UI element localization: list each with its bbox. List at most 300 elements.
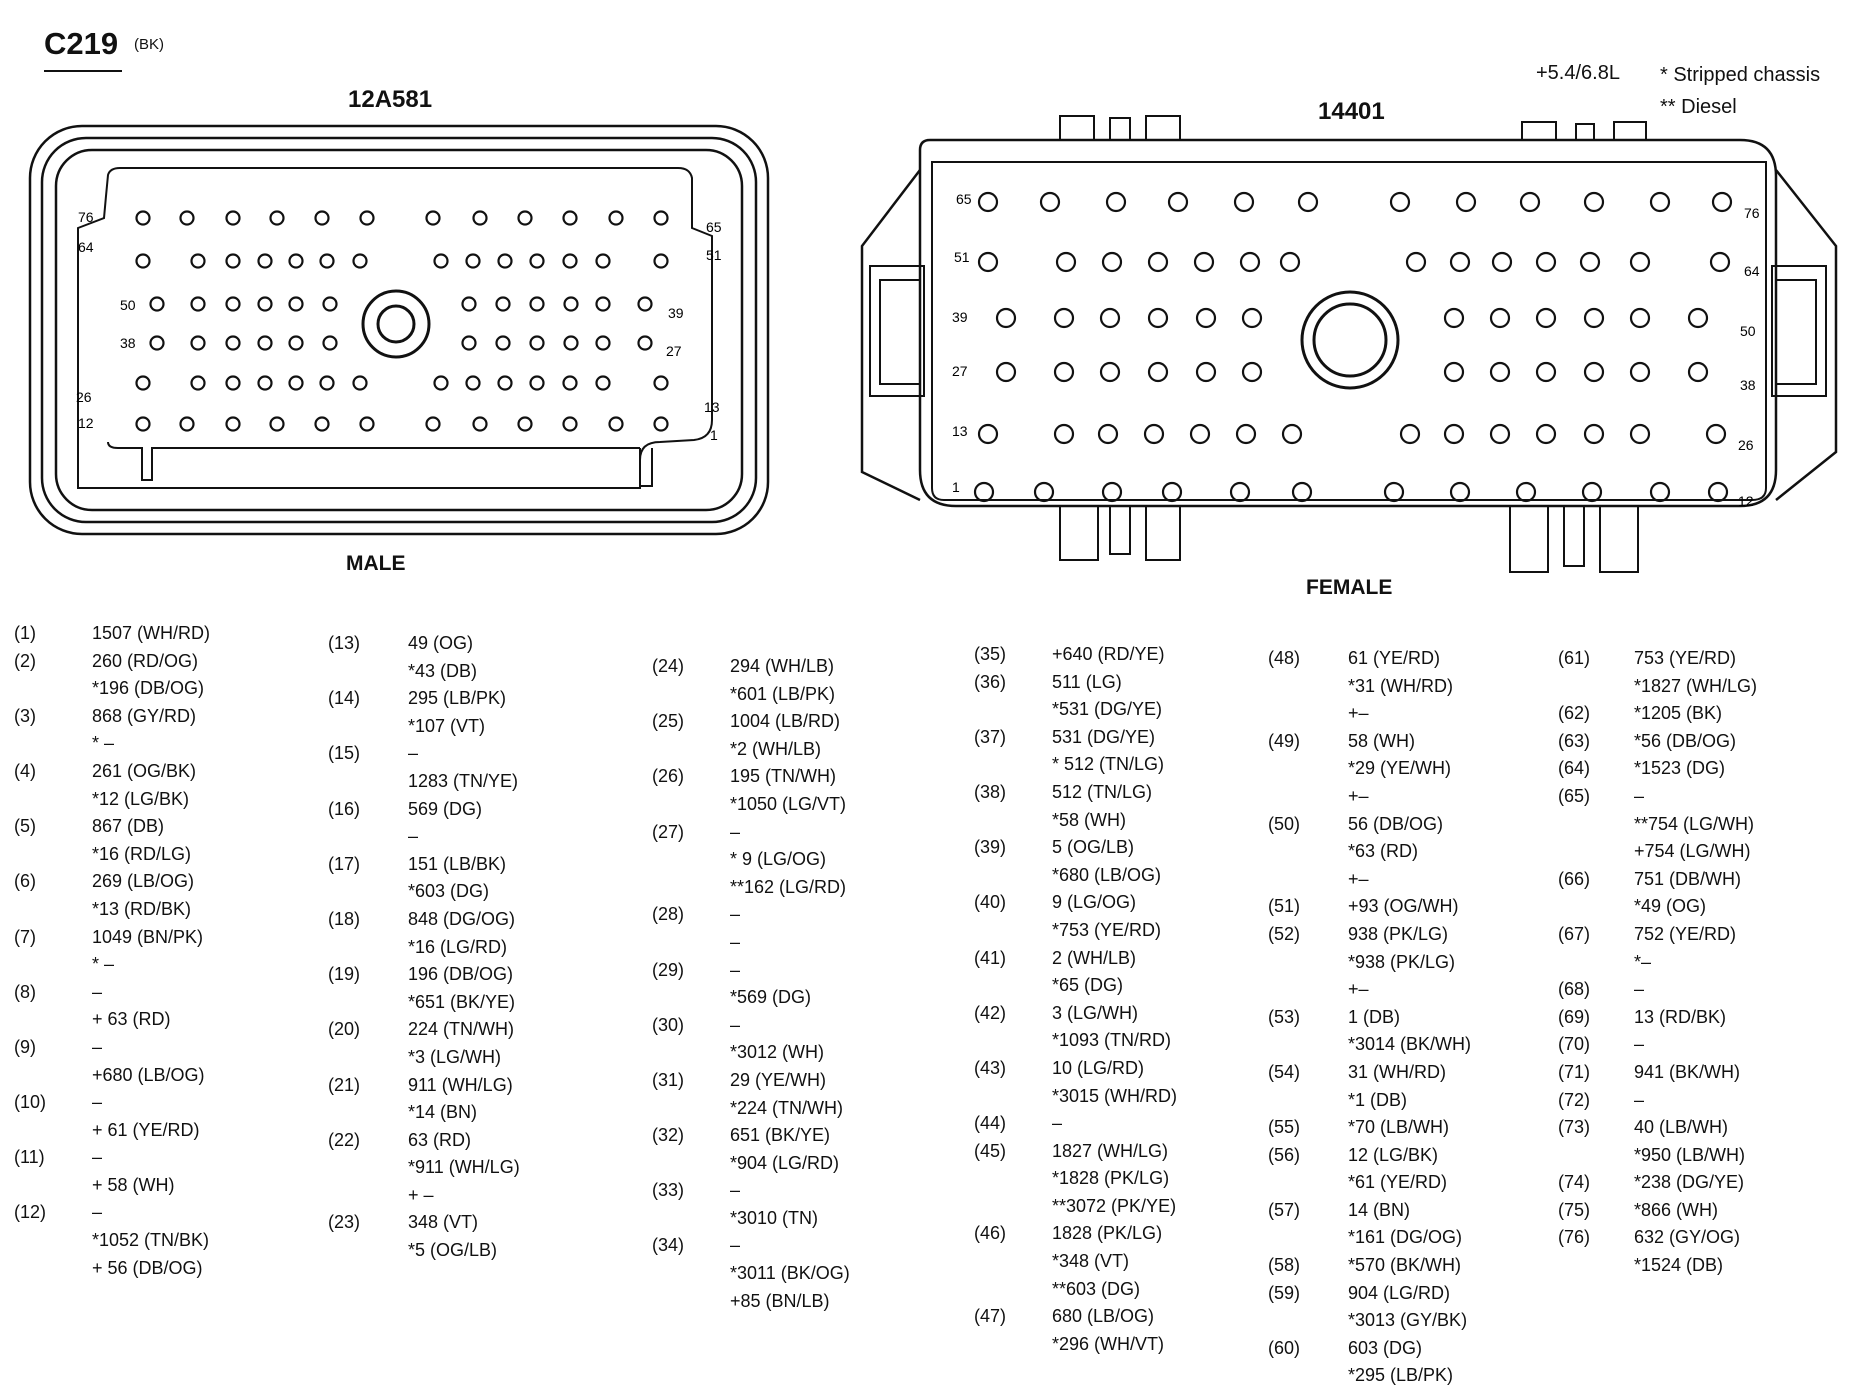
pin-row xyxy=(974,696,1274,724)
pin-row xyxy=(14,703,314,731)
wire-circuit: *3011 (BK/OG) xyxy=(730,1263,850,1284)
male-cavity xyxy=(290,337,303,350)
male-cavity xyxy=(361,212,374,225)
female-cavity xyxy=(1241,253,1259,271)
pin-row xyxy=(1558,976,1848,1004)
female-cavity xyxy=(1149,253,1167,271)
pin-number: (39) xyxy=(974,837,1007,858)
pin-row xyxy=(1268,1031,1568,1059)
female-cavity xyxy=(1581,253,1599,271)
pin-number: (13) xyxy=(328,633,361,653)
wire-circuit: 49 (OG) xyxy=(408,633,474,653)
wire-circuit: *911 (WH/LG) xyxy=(408,1157,520,1178)
wire-circuit: 10 (LG/RD) xyxy=(1052,1057,1145,1078)
male-cavity xyxy=(639,298,652,311)
pin-row xyxy=(1268,1362,1568,1390)
pin-row xyxy=(652,1012,952,1040)
wire-circuit: – xyxy=(730,821,741,842)
pin-number: (9) xyxy=(14,1036,36,1057)
pin-row xyxy=(14,1089,314,1117)
wire-circuit: 753 (YE/RD) xyxy=(1634,648,1737,668)
pin-number: (11) xyxy=(14,1147,45,1168)
male-cavity xyxy=(531,255,544,268)
wire-circuit: **754 (LG/WH) xyxy=(1634,813,1755,834)
legend-engine-note: +5.4/6.8L xyxy=(1536,62,1620,84)
pin-row xyxy=(1268,866,1568,894)
wire-circuit: +– xyxy=(1348,868,1369,889)
pin-number: (68) xyxy=(1558,979,1591,1000)
female-cavity xyxy=(1197,363,1215,381)
pin-number: (20) xyxy=(328,1019,361,1040)
pin-row xyxy=(328,823,628,851)
pin-row xyxy=(1268,645,1568,673)
pin-row xyxy=(1268,921,1568,949)
pin-row xyxy=(328,658,628,686)
pin-number: (67) xyxy=(1558,923,1591,944)
pin-row xyxy=(974,1193,1274,1221)
pin-row xyxy=(974,917,1274,945)
female-cavity xyxy=(1391,193,1409,211)
pin-row xyxy=(974,1276,1274,1304)
pin-row xyxy=(14,951,314,979)
male-cavity-label: 50 xyxy=(120,297,136,313)
wire-circuit: *65 (DG) xyxy=(1052,975,1124,996)
female-cavity xyxy=(1101,363,1119,381)
wire-circuit: +680 (LB/OG) xyxy=(92,1064,205,1085)
pin-number: (30) xyxy=(652,1014,685,1035)
wire-circuit: *70 (LB/WH) xyxy=(1348,1117,1450,1138)
pin-row xyxy=(652,791,952,819)
female-cavity-label: 26 xyxy=(1738,437,1754,453)
female-part-number: 14401 xyxy=(1318,98,1385,125)
legend-diesel: ** Diesel xyxy=(1660,96,1737,118)
pin-row xyxy=(652,1067,952,1095)
pin-number: (25) xyxy=(652,711,685,732)
female-cavity xyxy=(1145,425,1163,443)
female-cavity xyxy=(1689,363,1707,381)
pin-row xyxy=(328,1016,628,1044)
female-cavity xyxy=(997,309,1015,327)
wire-circuit: 651 (BK/YE) xyxy=(730,1125,831,1146)
female-cavity-label: 50 xyxy=(1740,323,1756,339)
pin-number: (24) xyxy=(652,656,685,676)
pin-row xyxy=(974,1083,1274,1111)
wire-circuit: *1050 (LG/VT) xyxy=(730,793,847,814)
wire-circuit: *3015 (WH/RD) xyxy=(1052,1085,1178,1106)
pin-row xyxy=(328,961,628,989)
pin-row xyxy=(14,786,314,814)
female-cavity xyxy=(1537,363,1555,381)
wire-circuit: – xyxy=(730,931,741,952)
male-cavity xyxy=(564,418,577,431)
wire-circuit: 751 (DB/WH) xyxy=(1634,868,1742,889)
wire-circuit: 752 (YE/RD) xyxy=(1634,923,1737,944)
male-cavity-label: 26 xyxy=(76,389,92,405)
wire-circuit: – xyxy=(730,904,741,925)
male-cavity xyxy=(463,337,476,350)
pin-row xyxy=(1558,1142,1848,1170)
wire-circuit: *753 (YE/RD) xyxy=(1052,919,1162,940)
pin-row xyxy=(1558,921,1848,949)
pin-row xyxy=(652,846,952,874)
pin-number: (56) xyxy=(1268,1144,1301,1165)
female-cavity-label: 27 xyxy=(952,363,968,379)
wire-circuit: 40 (LB/WH) xyxy=(1634,1117,1729,1138)
pin-row xyxy=(1558,1169,1848,1197)
male-cavity xyxy=(519,212,532,225)
wire-circuit: – xyxy=(92,1092,103,1113)
pin-column-5 xyxy=(1268,645,1568,1390)
female-cavity xyxy=(1169,193,1187,211)
male-cavity xyxy=(655,255,668,268)
male-cavity xyxy=(227,212,240,225)
pin-row xyxy=(974,1138,1274,1166)
female-cavity xyxy=(979,193,997,211)
male-cavity-grid xyxy=(137,212,668,431)
wire-circuit: *16 (LG/RD) xyxy=(408,936,508,957)
pin-number: (69) xyxy=(1558,1006,1591,1027)
wire-circuit: – xyxy=(92,1036,103,1057)
wire-circuit: * – xyxy=(92,733,115,754)
female-cavity xyxy=(1385,483,1403,501)
male-cavity xyxy=(290,298,303,311)
wire-circuit: 63 (RD) xyxy=(408,1129,472,1150)
pin-row xyxy=(652,1205,952,1233)
wire-circuit: 632 (GY/OG) xyxy=(1634,1227,1741,1248)
wire-circuit: 911 (WH/LG) xyxy=(408,1074,513,1095)
female-cavity xyxy=(1585,425,1603,443)
wire-circuit: *29 (YE/WH) xyxy=(1348,758,1452,779)
pin-row xyxy=(328,1099,628,1127)
pin-row xyxy=(974,1110,1274,1138)
pin-row xyxy=(974,1248,1274,1276)
pin-row xyxy=(652,736,952,764)
pin-row xyxy=(974,1220,1274,1248)
pin-number: (38) xyxy=(974,781,1007,802)
male-cavity xyxy=(151,337,164,350)
female-cavity-label: 76 xyxy=(1744,205,1760,221)
wire-circuit: + – xyxy=(408,1184,434,1205)
wire-circuit: *295 (LB/PK) xyxy=(1348,1365,1454,1386)
female-cavity xyxy=(1451,483,1469,501)
female-cavity-label: 38 xyxy=(1740,377,1756,393)
pin-row xyxy=(14,868,314,896)
female-cavity xyxy=(1237,425,1255,443)
wire-circuit: *161 (DG/OG) xyxy=(1348,1227,1463,1248)
wire-circuit: 848 (DG/OG) xyxy=(408,908,516,929)
wire-circuit: 348 (VT) xyxy=(408,1212,479,1233)
pin-number: (8) xyxy=(14,981,36,1002)
pin-row xyxy=(974,1331,1274,1359)
male-cavity xyxy=(497,337,510,350)
pin-row xyxy=(652,901,952,929)
female-cavity xyxy=(1583,483,1601,501)
wire-circuit: 5 (OG/LB) xyxy=(1052,837,1135,858)
pin-row xyxy=(14,1006,314,1034)
pin-row xyxy=(1268,976,1568,1004)
male-cavity xyxy=(610,418,623,431)
pin-number: (7) xyxy=(14,926,36,947)
female-connector-body xyxy=(862,116,1836,572)
wire-circuit: *43 (DB) xyxy=(408,660,478,681)
pin-number: (26) xyxy=(652,766,685,787)
male-cavity xyxy=(271,418,284,431)
female-cavity xyxy=(1057,253,1075,271)
pin-number: (6) xyxy=(14,871,36,892)
pin-row xyxy=(1558,1004,1848,1032)
pin-row xyxy=(14,1117,314,1145)
female-cavity xyxy=(1445,363,1463,381)
male-cavity xyxy=(259,298,272,311)
wire-circuit: – xyxy=(92,1202,103,1223)
pin-row xyxy=(328,989,628,1017)
wire-circuit: *2 (WH/LB) xyxy=(730,738,822,759)
pin-row xyxy=(652,681,952,709)
wire-circuit: 1828 (PK/LG) xyxy=(1052,1223,1163,1244)
pin-row xyxy=(1268,811,1568,839)
pin-number: (5) xyxy=(14,816,36,837)
male-cavity xyxy=(474,418,487,431)
female-cavity xyxy=(1243,309,1261,327)
pin-number: (23) xyxy=(328,1212,361,1233)
female-cavity xyxy=(1235,193,1253,211)
pin-row xyxy=(1268,1335,1568,1363)
wire-circuit: *866 (WH) xyxy=(1634,1199,1719,1220)
female-cavity xyxy=(1713,193,1731,211)
pin-row xyxy=(1268,673,1568,701)
wire-circuit: +640 (RD/YE) xyxy=(1052,644,1165,664)
male-cavity xyxy=(497,298,510,311)
pin-row xyxy=(14,841,314,869)
female-cavity xyxy=(1517,483,1535,501)
male-cavity-label: 64 xyxy=(78,239,94,255)
pin-row xyxy=(652,819,952,847)
pin-row xyxy=(328,1237,628,1265)
pin-row xyxy=(974,834,1274,862)
pin-number: (74) xyxy=(1558,1172,1591,1193)
wire-circuit: – xyxy=(408,743,419,764)
pin-column-3 xyxy=(652,653,952,1315)
male-cavity xyxy=(610,212,623,225)
male-cavity xyxy=(137,418,150,431)
pin-row xyxy=(652,1232,952,1260)
pin-row xyxy=(1268,700,1568,728)
wire-circuit: *1827 (WH/LG) xyxy=(1634,675,1758,696)
wire-circuit: *58 (WH) xyxy=(1052,809,1127,830)
wire-circuit: 904 (LG/RD) xyxy=(1348,1282,1451,1303)
wire-circuit: 512 (TN/LG) xyxy=(1052,781,1153,802)
pin-row xyxy=(328,1044,628,1072)
female-cavity xyxy=(1457,193,1475,211)
pin-row xyxy=(14,924,314,952)
female-cavity xyxy=(1191,425,1209,443)
pin-row xyxy=(974,1000,1274,1028)
wire-circuit: *31 (WH/RD) xyxy=(1348,675,1454,696)
wire-circuit: *– xyxy=(1634,951,1652,972)
pin-number: (63) xyxy=(1558,730,1591,751)
female-cavity xyxy=(1537,425,1555,443)
wire-circuit: *1052 (TN/BK) xyxy=(92,1230,210,1251)
pin-row xyxy=(14,896,314,924)
female-cavity-label: 39 xyxy=(952,309,968,325)
wire-circuit: *3010 (TN) xyxy=(730,1207,819,1228)
wire-circuit: 151 (LB/BK) xyxy=(408,853,507,874)
pin-row xyxy=(14,1062,314,1090)
pin-number: (55) xyxy=(1268,1117,1301,1138)
male-cavity xyxy=(227,255,240,268)
pin-number: (18) xyxy=(328,908,361,929)
female-cavity xyxy=(1281,253,1299,271)
female-cavity xyxy=(1631,309,1649,327)
female-cavity xyxy=(1299,193,1317,211)
female-cavity xyxy=(1631,253,1649,271)
female-cavity xyxy=(1163,483,1181,501)
pin-number: (51) xyxy=(1268,896,1301,917)
pin-number: (16) xyxy=(328,798,361,819)
female-cavity xyxy=(1055,309,1073,327)
wire-circuit: 13 (RD/BK) xyxy=(1634,1006,1727,1027)
pin-row xyxy=(328,1182,628,1210)
pin-number: (21) xyxy=(328,1074,361,1095)
male-cavity xyxy=(435,377,448,390)
female-cavity-label: 65 xyxy=(956,191,972,207)
female-cavity xyxy=(1243,363,1261,381)
wire-circuit: 2 (WH/LB) xyxy=(1052,947,1137,968)
female-cavity-grid xyxy=(975,193,1731,501)
pin-number: (32) xyxy=(652,1125,685,1146)
pin-row xyxy=(1558,949,1848,977)
pin-number: (15) xyxy=(328,743,361,764)
female-cavity xyxy=(1149,363,1167,381)
wire-circuit: +– xyxy=(1348,785,1369,806)
female-cavity xyxy=(1521,193,1539,211)
wire-circuit: – xyxy=(1634,1034,1645,1055)
wire-circuit: 261 (OG/BK) xyxy=(92,760,197,781)
pin-number: (60) xyxy=(1268,1337,1301,1358)
pin-row xyxy=(652,929,952,957)
male-cavity xyxy=(655,418,668,431)
male-cavity xyxy=(519,418,532,431)
pin-row xyxy=(1268,755,1568,783)
wire-circuit: *3012 (WH) xyxy=(730,1042,825,1063)
male-cavity xyxy=(259,255,272,268)
wire-circuit: – xyxy=(408,826,419,847)
male-cavity xyxy=(316,212,329,225)
wire-circuit: 603 (DG) xyxy=(1348,1337,1423,1358)
pin-row xyxy=(1268,1142,1568,1170)
pin-row xyxy=(1268,1197,1568,1225)
male-cavity xyxy=(137,377,150,390)
wire-circuit: – xyxy=(1634,1089,1645,1110)
pin-number: (42) xyxy=(974,1002,1007,1023)
pin-row xyxy=(652,1095,952,1123)
female-cavity xyxy=(1537,309,1555,327)
pin-number: (31) xyxy=(652,1069,685,1090)
wire-circuit: *1523 (DG) xyxy=(1634,758,1726,779)
female-cavity xyxy=(1491,309,1509,327)
wire-circuit: +85 (BN/LB) xyxy=(730,1290,830,1311)
pin-row xyxy=(1558,1031,1848,1059)
wire-circuit: *569 (DG) xyxy=(730,987,812,1008)
wire-circuit: *107 (VT) xyxy=(408,715,486,736)
pin-number: (45) xyxy=(974,1140,1007,1161)
pin-row xyxy=(1558,728,1848,756)
wire-circuit: *61 (YE/RD) xyxy=(1348,1172,1448,1193)
female-cavity xyxy=(1149,309,1167,327)
wire-circuit: – xyxy=(1634,979,1645,1000)
pin-row xyxy=(1268,783,1568,811)
wire-circuit: *1205 (BK) xyxy=(1634,703,1723,724)
pin-number: (34) xyxy=(652,1235,685,1256)
pin-row xyxy=(1268,1059,1568,1087)
pin-number: (22) xyxy=(328,1129,361,1150)
wire-circuit: *56 (DB/OG) xyxy=(1634,730,1737,751)
pin-row xyxy=(652,1260,952,1288)
female-cavity xyxy=(1099,425,1117,443)
pin-column-1 xyxy=(14,620,314,1282)
wire-circuit: 1 (DB) xyxy=(1348,1006,1401,1027)
female-cavity xyxy=(1585,363,1603,381)
female-cavity xyxy=(1491,425,1509,443)
wire-circuit: *950 (LB/WH) xyxy=(1634,1144,1746,1165)
wire-circuit: 1827 (WH/LG) xyxy=(1052,1140,1169,1161)
pin-number: (2) xyxy=(14,650,36,671)
pin-column-4 xyxy=(974,641,1274,1358)
female-cavity xyxy=(1231,483,1249,501)
wire-circuit: 294 (WH/LB) xyxy=(730,656,835,676)
wire-circuit: – xyxy=(730,1014,741,1035)
female-cavity-label: 13 xyxy=(952,423,968,439)
wire-circuit: 196 (DB/OG) xyxy=(408,964,514,985)
male-cavity xyxy=(463,298,476,311)
pin-row xyxy=(974,724,1274,752)
male-cavity xyxy=(192,337,205,350)
male-cavity xyxy=(531,377,544,390)
wire-circuit: *5 (OG/LB) xyxy=(408,1240,498,1261)
female-cavity xyxy=(1493,253,1511,271)
wire-circuit: 61 (YE/RD) xyxy=(1348,648,1441,668)
pin-row xyxy=(1268,1004,1568,1032)
male-label: MALE xyxy=(346,552,406,575)
pin-row xyxy=(1558,1059,1848,1087)
wire-circuit: *12 (LG/BK) xyxy=(92,788,190,809)
pin-row xyxy=(652,984,952,1012)
pin-number: (52) xyxy=(1268,923,1301,944)
wire-circuit: *938 (PK/LG) xyxy=(1348,951,1456,972)
pin-number: (57) xyxy=(1268,1199,1301,1220)
wire-circuit: *13 (RD/BK) xyxy=(92,898,192,919)
female-cavity xyxy=(1055,425,1073,443)
male-cavity xyxy=(435,255,448,268)
male-cavity-label: 38 xyxy=(120,335,136,351)
pin-row xyxy=(328,685,628,713)
pin-number: (3) xyxy=(14,705,36,726)
pin-row xyxy=(1558,1252,1848,1280)
pin-row xyxy=(328,740,628,768)
male-cavity xyxy=(354,377,367,390)
pin-row xyxy=(328,906,628,934)
female-cavity xyxy=(1055,363,1073,381)
pin-row xyxy=(14,979,314,1007)
pin-number: (1) xyxy=(14,623,36,643)
pin-row xyxy=(14,1034,314,1062)
male-cavity xyxy=(467,255,480,268)
female-cavity xyxy=(1631,425,1649,443)
wire-circuit: * 512 (TN/LG) xyxy=(1052,754,1165,775)
wire-circuit: 569 (DG) xyxy=(408,798,483,819)
male-cavity xyxy=(321,255,334,268)
wire-circuit: *196 (DB/OG) xyxy=(92,678,205,699)
